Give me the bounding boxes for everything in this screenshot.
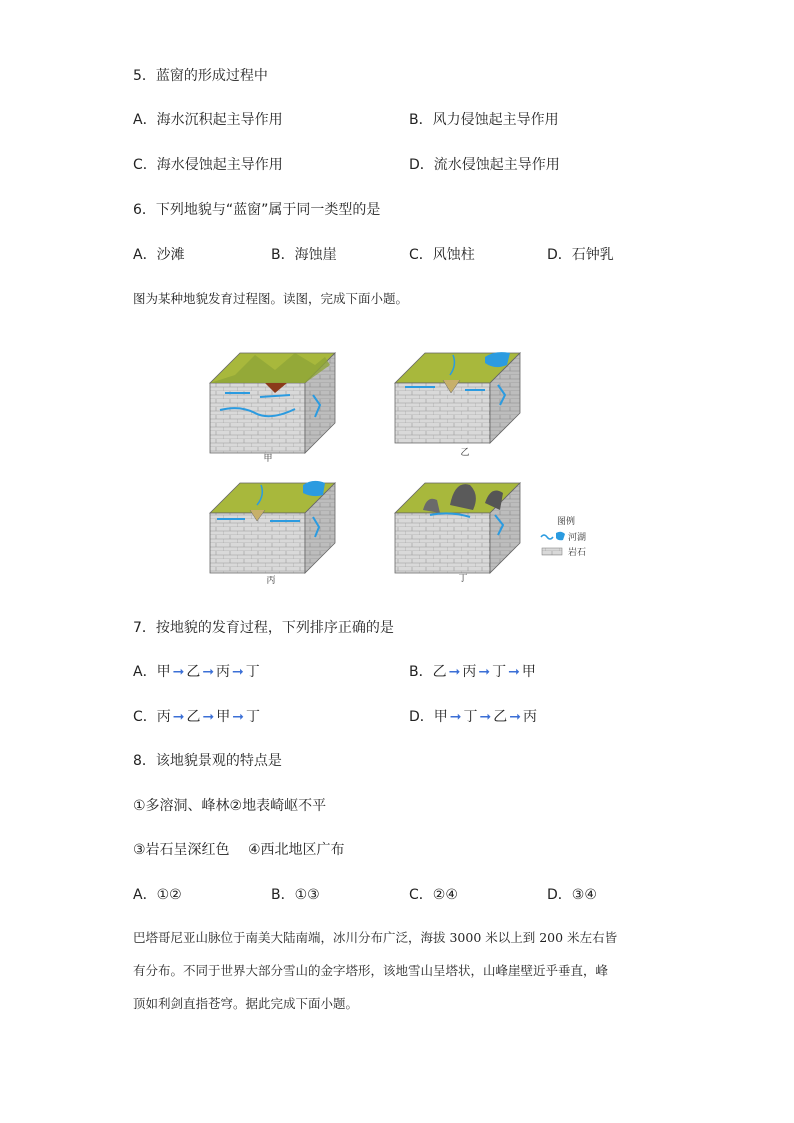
legend-lake-icon — [556, 532, 565, 541]
seq-item: 丁 — [245, 664, 260, 680]
arrow-right-icon: ➞ — [172, 664, 185, 680]
q6-stem: 6．下列地貌与“蓝窗”属于同一类型的是 — [133, 202, 381, 218]
q8-item-1: ①多溶洞、峰林②地表崎岖不平 — [133, 798, 327, 814]
seq-item: 丙 — [216, 664, 231, 680]
figure-legend — [541, 515, 586, 558]
q7-option-c — [133, 708, 260, 726]
option-prefix: D． — [409, 709, 434, 725]
arrow-right-icon: ➞ — [508, 664, 520, 680]
seq-item: 甲 — [216, 709, 231, 725]
legend-rock-label: 岩石 — [568, 548, 587, 558]
q8-option-d: D．③④ — [547, 887, 597, 903]
seq-item: 甲 — [156, 664, 171, 680]
q5-stem: 5．蓝窗的形成过程中 — [133, 68, 268, 84]
q8-option-c: C．②④ — [409, 887, 458, 903]
block-bing — [210, 481, 335, 573]
seq-item: 甲 — [521, 664, 536, 680]
seq-item: 丁 — [245, 709, 260, 725]
option-prefix: C． — [133, 709, 157, 725]
q5-option-c: C．海水侵蚀起主导作用 — [133, 157, 283, 173]
legend-title: 图例 — [557, 517, 576, 527]
passage-line-3: 顶如利剑直指苍穹。据此完成下面小题。 — [133, 996, 359, 1011]
passage-line-2: 有分布。不同于世界大部分雪山的金字塔形，该地雪山呈塔状，山峰崖壁近乎垂直，峰 — [133, 963, 609, 978]
label-yi: 乙 — [460, 448, 470, 458]
seq-item: 丙 — [156, 709, 171, 725]
arrow-right-icon: ➞ — [202, 709, 215, 725]
seq-item: 乙 — [493, 709, 508, 725]
figure-intro: 图为某种地貌发育过程图。读图，完成下面小题。 — [133, 291, 409, 306]
arrow-right-icon: ➞ — [202, 664, 215, 680]
arrow-right-icon: ➞ — [509, 709, 521, 725]
arrow-right-icon: ➞ — [479, 709, 492, 725]
passage-line-1: 巴塔哥尼亚山脉位于南美大陆南端，冰川分布广泛，海拔 3000 米以上到 200 米左右皆 — [133, 930, 618, 945]
arrow-right-icon: ➞ — [232, 709, 244, 725]
arrow-right-icon: ➞ — [448, 664, 461, 680]
block-ding — [395, 483, 520, 573]
label-jia: 甲 — [263, 454, 273, 464]
q7-stem: 7．按地貌的发育过程，下列排序正确的是 — [133, 620, 394, 636]
q8-option-a: A．①② — [133, 887, 182, 903]
seq-item: 甲 — [433, 709, 448, 725]
arrow-right-icon: ➞ — [172, 709, 185, 725]
option-prefix: B． — [409, 664, 433, 680]
q8-option-b: B．①③ — [271, 887, 320, 903]
q5-option-b: B．风力侵蚀起主导作用 — [409, 112, 559, 128]
q7-option-a — [133, 663, 260, 681]
arrow-right-icon: ➞ — [232, 664, 244, 680]
arrow-right-icon: ➞ — [449, 709, 462, 725]
legend-water-label: 河湖 — [568, 533, 587, 543]
q6-option-b: B．海蚀崖 — [271, 247, 337, 263]
block-jia — [210, 353, 335, 453]
option-prefix: A． — [133, 664, 157, 680]
block-yi — [395, 352, 520, 443]
seq-item: 乙 — [186, 709, 201, 725]
seq-item: 丁 — [492, 664, 507, 680]
q7-option-b — [409, 663, 536, 681]
q8-item-2: ③岩石呈深红色 ④西北地区广布 — [133, 842, 345, 858]
label-bing: 丙 — [266, 576, 276, 586]
legend-rock-icon — [542, 548, 562, 555]
legend-water-icon — [541, 535, 553, 539]
q6-option-a: A．沙滩 — [133, 247, 185, 263]
seq-item: 丙 — [462, 664, 477, 680]
label-ding: 丁 — [458, 574, 468, 584]
q6-option-d: D．石钟乳 — [547, 247, 614, 263]
q5-option-a: A．海水沉积起主导作用 — [133, 112, 283, 128]
q5-option-d: D．流水侵蚀起主导作用 — [409, 157, 560, 173]
q6-option-c: C．风蚀柱 — [409, 247, 475, 263]
seq-item: 丁 — [463, 709, 478, 725]
seq-item: 丙 — [522, 709, 537, 725]
q7-option-d — [409, 708, 537, 726]
seq-item: 乙 — [186, 664, 201, 680]
seq-item: 乙 — [432, 664, 447, 680]
q8-stem: 8．该地貌景观的特点是 — [133, 753, 282, 769]
karst-figure — [195, 335, 615, 595]
arrow-right-icon: ➞ — [478, 664, 491, 680]
